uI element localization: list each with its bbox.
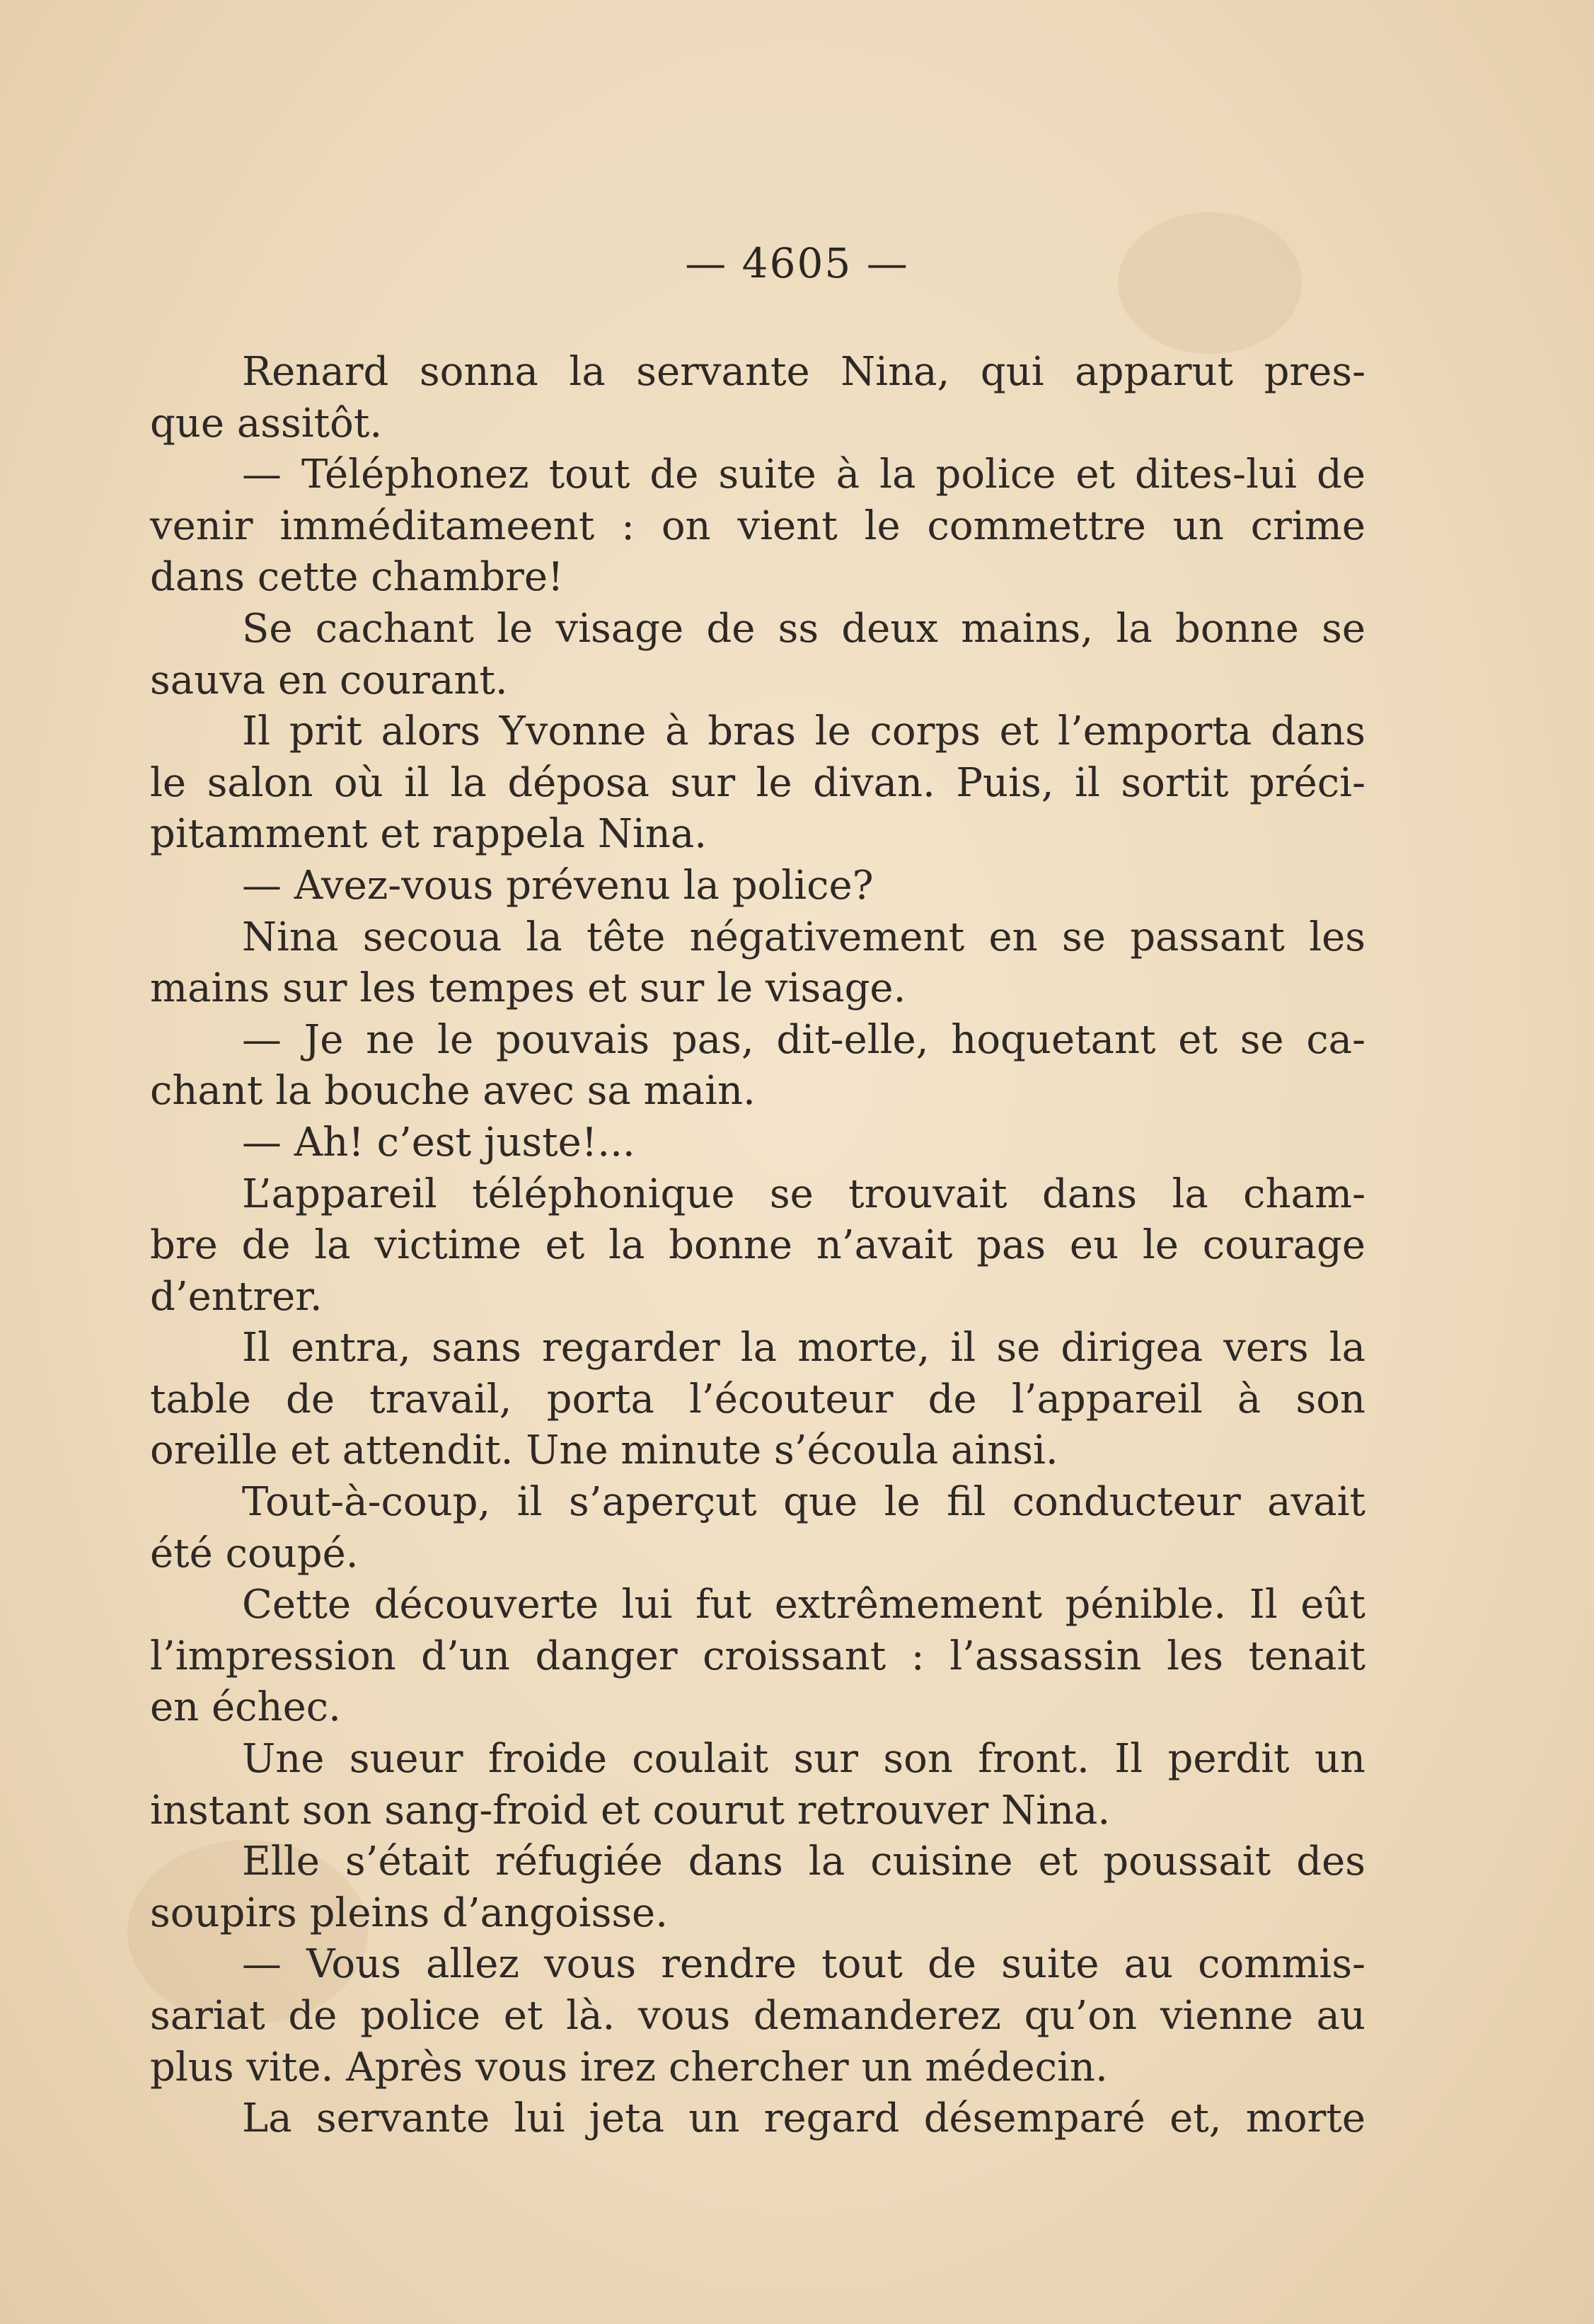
text-line: Il entra, sans regarder la morte, il se dirigea vers la [242,1325,1365,1371]
text-line: sauva en courant. [150,657,508,703]
page-number: — 4605 — [685,239,909,287]
text-line: oreille et attendit. Une minute s’écoula ainsi. [150,1427,1058,1474]
text-line: Renard sonna la servante Nina, qui apparut pres- [242,349,1365,395]
text-line: La servante lui jeta un regard désemparé et, morte [242,2095,1365,2142]
text-line: Nina secoua la tête négativement en se passant les [242,914,1365,960]
text-line: Il prit alors Yvonne à bras le corps et l’emporta dans [242,708,1365,755]
text-line: — Ah! c’est juste!... [242,1119,635,1166]
text-line: que assitôt. [150,400,383,447]
text-line: bre de la victime et la bonne n’avait pas eu le courage [150,1222,1365,1269]
text-line: Elle s’était réfugiée dans la cuisine et poussait des [242,1839,1365,1885]
text-line: Cette découverte lui fut extrêmement pénible. Il eût [242,1582,1365,1628]
text-line: Une sueur froide coulait sur son front. Il perdit un [242,1736,1365,1783]
text-line: table de travail, porta l’écouteur de l’appareil à son [150,1376,1365,1422]
text-line: — Vous allez vous rendre tout de suite au commis- [242,1941,1365,1988]
text-line: pitamment et rappela Nina. [150,811,708,858]
text-line: — Téléphonez tout de suite à la police et dites-lui de [242,451,1365,498]
text-line: Se cachant le visage de ss deux mains, la bonne se [242,605,1365,652]
text-line: en échec. [150,1684,341,1731]
text-line: Tout-à-coup, il s’aperçut que le fil conducteur avait [242,1479,1365,1526]
text-line: d’entrer. [150,1273,323,1320]
text-line: le salon où il la déposa sur le divan. Puis, il sortit préci- [150,759,1365,806]
text-line: l’impression d’un danger croissant : l’assassin les tenait [150,1633,1365,1679]
text-line: chant la bouche avec sa main. [150,1068,756,1115]
text-line: — Avez-vous prévenu la police? [242,862,874,909]
text-line: mains sur les tempes et sur le visage. [150,965,906,1012]
text-line: — Je ne le pouvais pas, dit-elle, hoquetant et se ca- [242,1016,1365,1063]
text-line: été coupé. [150,1530,359,1577]
text-line: instant son sang-froid et courut retrouver Nina. [150,1787,1111,1834]
text-line: L’appareil téléphonique se trouvait dans la cham- [242,1170,1365,1217]
text-line: soupirs pleins d’angoisse. [150,1889,668,1936]
text-line: venir imméditameent : on vient le commettre un crime [150,502,1365,549]
text-line: plus vite. Après vous irez chercher un médecin. [150,2044,1108,2090]
text-line: sariat de police et là. vous demanderez qu’on vienne au [150,1993,1365,2039]
text-line: dans cette chambre! [150,554,564,601]
body-text [150,347,1365,2145]
